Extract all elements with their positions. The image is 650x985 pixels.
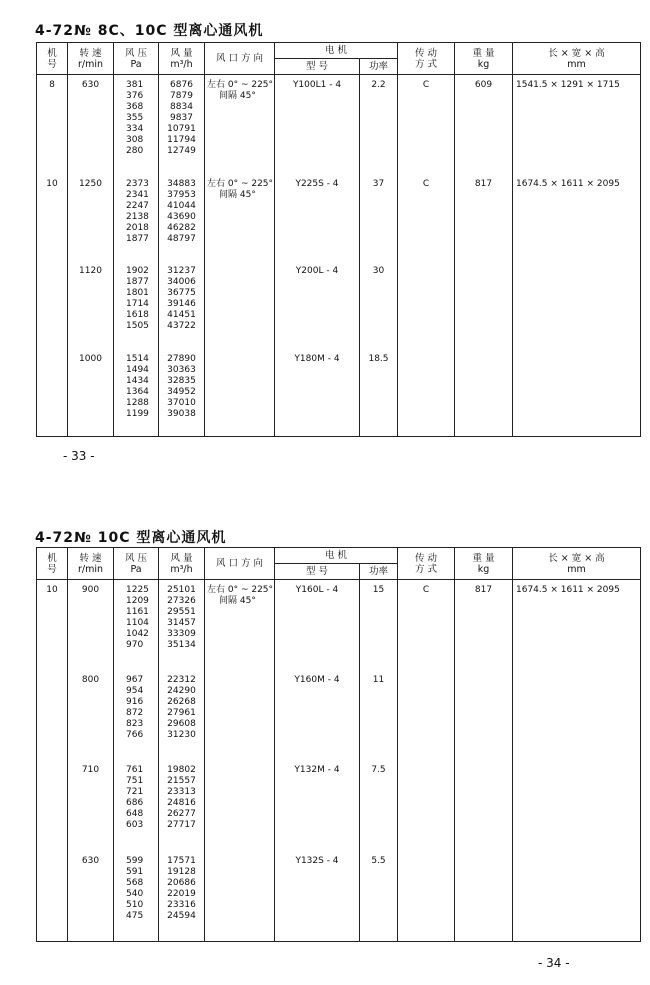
volume-value: 35134 (167, 640, 196, 650)
pressure-value: 603 (126, 820, 144, 831)
volume-value: 32835 (167, 375, 196, 386)
volume-cell (159, 349, 205, 437)
table-row (37, 851, 641, 942)
volume-value: 34006 (167, 277, 196, 288)
weight-cell (455, 670, 513, 760)
volume-value: 22019 (167, 888, 196, 899)
motor-type-cell: Y132M - 4 (275, 760, 360, 850)
header-power: 功率 (360, 564, 398, 580)
page-title: 4-72№ 8C、10C 型离心通风机 (35, 23, 264, 39)
header-speed-line2: r/min (77, 563, 104, 575)
pressure-value: 766 (126, 730, 144, 741)
volume-value: 27890 (167, 353, 196, 364)
volume-cell (159, 174, 205, 261)
drive-cell: C (398, 174, 455, 261)
pressure-value: 1199 (126, 408, 149, 419)
speed-cell: 710 (68, 760, 114, 850)
pressure-value: 1225 (126, 585, 149, 595)
weight-cell (455, 851, 513, 942)
pressure-value: 2138 (126, 211, 149, 222)
weight-cell: 609 (455, 75, 513, 174)
power-cell: 2.2 (360, 75, 398, 174)
volume-value: 46282 (167, 222, 196, 233)
header-motor: 电 机 (275, 43, 398, 59)
volume-value: 31237 (167, 266, 196, 277)
model-cell (37, 261, 68, 348)
page-number: - 34 - (538, 956, 570, 970)
speed-cell: 1120 (68, 261, 114, 348)
header-motor: 电 机 (275, 548, 398, 564)
weight-cell (455, 760, 513, 850)
header-drive-line1: 传 动 (414, 552, 438, 564)
header-dims-line1: 长 × 宽 × 高 (548, 47, 605, 59)
header-pressure (114, 548, 159, 580)
volume-value: 24594 (167, 910, 196, 921)
volume-cell (159, 580, 205, 671)
drive-cell (398, 261, 455, 348)
speed-cell: 630 (68, 75, 114, 174)
outlet-text: 间隔 45° (219, 596, 256, 606)
pressure-value: 1434 (126, 375, 149, 386)
volume-value: 12749 (167, 146, 196, 156)
pressure-cell (114, 75, 159, 174)
volume-value: 24290 (167, 686, 196, 697)
volume-cell (159, 851, 205, 942)
header-drive-line2: 方 式 (414, 58, 438, 70)
drive-cell (398, 349, 455, 437)
speed-cell: 1250 (68, 174, 114, 261)
pressure-value: 1209 (126, 596, 149, 606)
header-power: 功率 (360, 59, 398, 75)
table-row (37, 174, 641, 261)
outlet-text: 间隔 45° (219, 189, 256, 200)
header-volume (159, 43, 205, 75)
pressure-value: 355 (126, 113, 144, 123)
drive-cell: C (398, 580, 455, 671)
pressure-cell (114, 349, 159, 437)
volume-value: 26277 (167, 809, 196, 820)
pressure-value: 1288 (126, 397, 149, 408)
table-row (37, 75, 641, 174)
pressure-value: 540 (126, 888, 144, 899)
volume-value: 21557 (167, 776, 196, 787)
volume-value: 23316 (167, 899, 196, 910)
volume-value: 30363 (167, 364, 196, 375)
header-pressure-line1: 风 压 (124, 47, 148, 59)
header-speed-line2: r/min (77, 58, 104, 70)
weight-cell: 817 (455, 174, 513, 261)
volume-value: 37953 (167, 189, 196, 200)
volume-cell (159, 760, 205, 850)
pressure-cell (114, 760, 159, 850)
model-cell (37, 349, 68, 437)
header-model-no-line1: 机 (47, 47, 57, 59)
power-cell: 37 (360, 174, 398, 261)
header-dims-line2: mm (567, 563, 586, 575)
dims-cell (513, 851, 641, 942)
volume-value: 19128 (167, 866, 196, 877)
motor-type-cell: Y160L - 4 (275, 580, 360, 671)
header-model-no (37, 548, 68, 580)
volume-value: 36775 (167, 288, 196, 299)
header-pressure-line2: Pa (130, 58, 142, 70)
outlet-cell (205, 580, 275, 671)
pressure-value: 1042 (126, 629, 149, 639)
power-cell: 18.5 (360, 349, 398, 437)
pressure-value: 334 (126, 124, 144, 134)
volume-value: 8834 (170, 102, 193, 112)
volume-cell (159, 261, 205, 348)
volume-value: 33309 (167, 629, 196, 639)
outlet-cell (205, 349, 275, 437)
volume-value: 27717 (167, 820, 196, 831)
volume-value: 29551 (167, 607, 196, 617)
outlet-text: 左右 0° ~ 225° (207, 80, 274, 90)
header-volume-line1: 风 量 (170, 47, 193, 59)
pressure-value: 568 (126, 877, 144, 888)
header-speed-line1: 转 速 (79, 552, 102, 564)
fan-spec-table (36, 42, 641, 437)
header-model-no (37, 43, 68, 75)
pressure-value: 761 (126, 765, 144, 776)
header-speed (68, 43, 114, 75)
outlet-text: 左右 0° ~ 225° (207, 585, 274, 595)
header-model-no-line2: 号 (47, 563, 57, 575)
header-weight-line2: kg (477, 563, 490, 575)
volume-value: 43722 (167, 321, 196, 332)
volume-value: 9837 (170, 113, 193, 123)
volume-value: 39038 (167, 408, 196, 419)
volume-value: 24816 (167, 798, 196, 809)
volume-cell (159, 670, 205, 760)
weight-cell (455, 261, 513, 348)
dims-cell: 1541.5 × 1291 × 1715 (513, 75, 641, 174)
page-title: 4-72№ 10C 型离心通风机 (35, 530, 227, 546)
outlet-cell (205, 174, 275, 261)
volume-value: 19802 (167, 765, 196, 776)
drive-cell (398, 760, 455, 850)
motor-type-cell: Y180M - 4 (275, 349, 360, 437)
volume-value: 29608 (167, 719, 196, 730)
volume-value: 11794 (167, 135, 196, 145)
header-weight-line2: kg (477, 58, 490, 70)
pressure-value: 2018 (126, 222, 149, 233)
model-cell: 8 (37, 75, 68, 174)
header-weight-line1: 重 量 (472, 552, 495, 564)
volume-value: 20686 (167, 877, 196, 888)
pressure-value: 591 (126, 866, 144, 877)
motor-type-cell: Y225S - 4 (275, 174, 360, 261)
volume-value: 31457 (167, 618, 196, 628)
pressure-value: 823 (126, 719, 144, 730)
pressure-value: 280 (126, 146, 144, 156)
pressure-value: 916 (126, 697, 144, 708)
volume-value: 23313 (167, 787, 196, 798)
pressure-value: 1877 (126, 277, 149, 288)
pressure-value: 967 (126, 675, 144, 686)
header-drive-line2: 方 式 (414, 563, 438, 575)
volume-value: 7879 (170, 91, 193, 101)
table-row (37, 580, 641, 671)
volume-value: 31230 (167, 730, 196, 741)
table-row (37, 261, 641, 348)
motor-type-cell: Y132S - 4 (275, 851, 360, 942)
pressure-value: 2341 (126, 189, 149, 200)
pressure-value: 1714 (126, 299, 149, 310)
pressure-value: 1618 (126, 310, 149, 321)
header-motor-type: 型 号 (275, 59, 360, 75)
power-cell: 7.5 (360, 760, 398, 850)
pressure-value: 686 (126, 798, 144, 809)
pressure-value: 368 (126, 102, 144, 112)
pressure-value: 872 (126, 708, 144, 719)
header-pressure-line2: Pa (130, 563, 142, 575)
header-outlet: 风 口 方 向 (205, 43, 275, 75)
pressure-value: 751 (126, 776, 144, 787)
speed-cell: 800 (68, 670, 114, 760)
volume-value: 6876 (170, 80, 193, 90)
volume-value: 27326 (167, 596, 196, 606)
volume-value: 34883 (167, 178, 196, 189)
pressure-value: 599 (126, 855, 144, 866)
pressure-value: 308 (126, 135, 144, 145)
header-motor-type: 型 号 (275, 564, 360, 580)
power-cell: 11 (360, 670, 398, 760)
power-cell: 30 (360, 261, 398, 348)
volume-value: 41451 (167, 310, 196, 321)
header-volume-line2: m³/h (170, 563, 193, 575)
pressure-cell (114, 580, 159, 671)
header-weight (455, 548, 513, 580)
pressure-value: 510 (126, 899, 144, 910)
pressure-value: 381 (126, 80, 144, 90)
outlet-cell (205, 670, 275, 760)
pressure-value: 1877 (126, 233, 149, 244)
pressure-value: 475 (126, 910, 144, 921)
header-dims (513, 43, 641, 75)
header-pressure (114, 43, 159, 75)
header-volume (159, 548, 205, 580)
volume-value: 10791 (167, 124, 196, 134)
header-drive-line1: 传 动 (414, 47, 438, 59)
table-row (37, 349, 641, 437)
pressure-value: 376 (126, 91, 144, 101)
model-cell (37, 670, 68, 760)
pressure-value: 1801 (126, 288, 149, 299)
header-outlet: 风 口 方 向 (205, 548, 275, 580)
volume-value: 25101 (167, 585, 196, 595)
pressure-value: 1104 (126, 618, 149, 628)
header-drive (398, 43, 455, 75)
volume-cell (159, 75, 205, 174)
speed-cell: 900 (68, 580, 114, 671)
outlet-text: 左右 0° ~ 225° (207, 178, 274, 189)
pressure-value: 1514 (126, 353, 149, 364)
pressure-value: 1494 (126, 364, 149, 375)
weight-cell (455, 349, 513, 437)
drive-cell: C (398, 75, 455, 174)
pressure-value: 721 (126, 787, 144, 798)
volume-value: 48797 (167, 233, 196, 244)
header-dims (513, 548, 641, 580)
volume-value: 43690 (167, 211, 196, 222)
volume-value: 34952 (167, 386, 196, 397)
drive-cell (398, 851, 455, 942)
speed-cell: 630 (68, 851, 114, 942)
pressure-value: 2247 (126, 200, 149, 211)
table-row (37, 670, 641, 760)
pressure-value: 1364 (126, 386, 149, 397)
volume-value: 41044 (167, 200, 196, 211)
header-volume-line1: 风 量 (170, 552, 193, 564)
weight-cell: 817 (455, 580, 513, 671)
volume-value: 26268 (167, 697, 196, 708)
header-speed-line1: 转 速 (79, 47, 102, 59)
header-dims-line2: mm (567, 58, 586, 70)
pressure-value: 648 (126, 809, 144, 820)
pressure-value: 1902 (126, 266, 149, 277)
model-cell: 10 (37, 174, 68, 261)
header-pressure-line1: 风 压 (124, 552, 148, 564)
header-weight-line1: 重 量 (472, 47, 495, 59)
drive-cell (398, 670, 455, 760)
speed-cell: 1000 (68, 349, 114, 437)
volume-value: 39146 (167, 299, 196, 310)
pressure-cell (114, 851, 159, 942)
header-volume-line2: m³/h (170, 58, 193, 70)
dims-cell (513, 760, 641, 850)
outlet-text: 间隔 45° (219, 91, 256, 101)
motor-type-cell: Y160M - 4 (275, 670, 360, 760)
volume-value: 37010 (167, 397, 196, 408)
motor-type-cell: Y200L - 4 (275, 261, 360, 348)
power-cell: 5.5 (360, 851, 398, 942)
outlet-cell (205, 75, 275, 174)
outlet-cell (205, 261, 275, 348)
volume-value: 22312 (167, 675, 196, 686)
motor-type-cell: Y100L1 - 4 (275, 75, 360, 174)
pressure-value: 954 (126, 686, 144, 697)
model-cell (37, 760, 68, 850)
pressure-cell (114, 174, 159, 261)
dims-cell (513, 261, 641, 348)
header-model-no-line2: 号 (47, 58, 57, 70)
dims-cell: 1674.5 × 1611 × 2095 (513, 580, 641, 671)
header-speed (68, 548, 114, 580)
fan-spec-table (36, 547, 641, 942)
pressure-value: 1505 (126, 321, 149, 332)
dims-cell: 1674.5 × 1611 × 2095 (513, 174, 641, 261)
volume-value: 27961 (167, 708, 196, 719)
table-row (37, 760, 641, 850)
dims-cell (513, 349, 641, 437)
model-cell: 10 (37, 580, 68, 671)
pressure-cell (114, 670, 159, 760)
pressure-value: 2373 (126, 178, 149, 189)
header-model-no-line1: 机 (47, 552, 57, 564)
dims-cell (513, 670, 641, 760)
pressure-cell (114, 261, 159, 348)
header-dims-line1: 长 × 宽 × 高 (548, 552, 605, 564)
header-drive (398, 548, 455, 580)
pressure-value: 1161 (126, 607, 149, 617)
pressure-value: 970 (126, 640, 144, 650)
volume-value: 17571 (167, 855, 196, 866)
header-weight (455, 43, 513, 75)
model-cell (37, 851, 68, 942)
outlet-cell (205, 851, 275, 942)
outlet-cell (205, 760, 275, 850)
power-cell: 15 (360, 580, 398, 671)
page-number: - 33 - (63, 449, 95, 463)
